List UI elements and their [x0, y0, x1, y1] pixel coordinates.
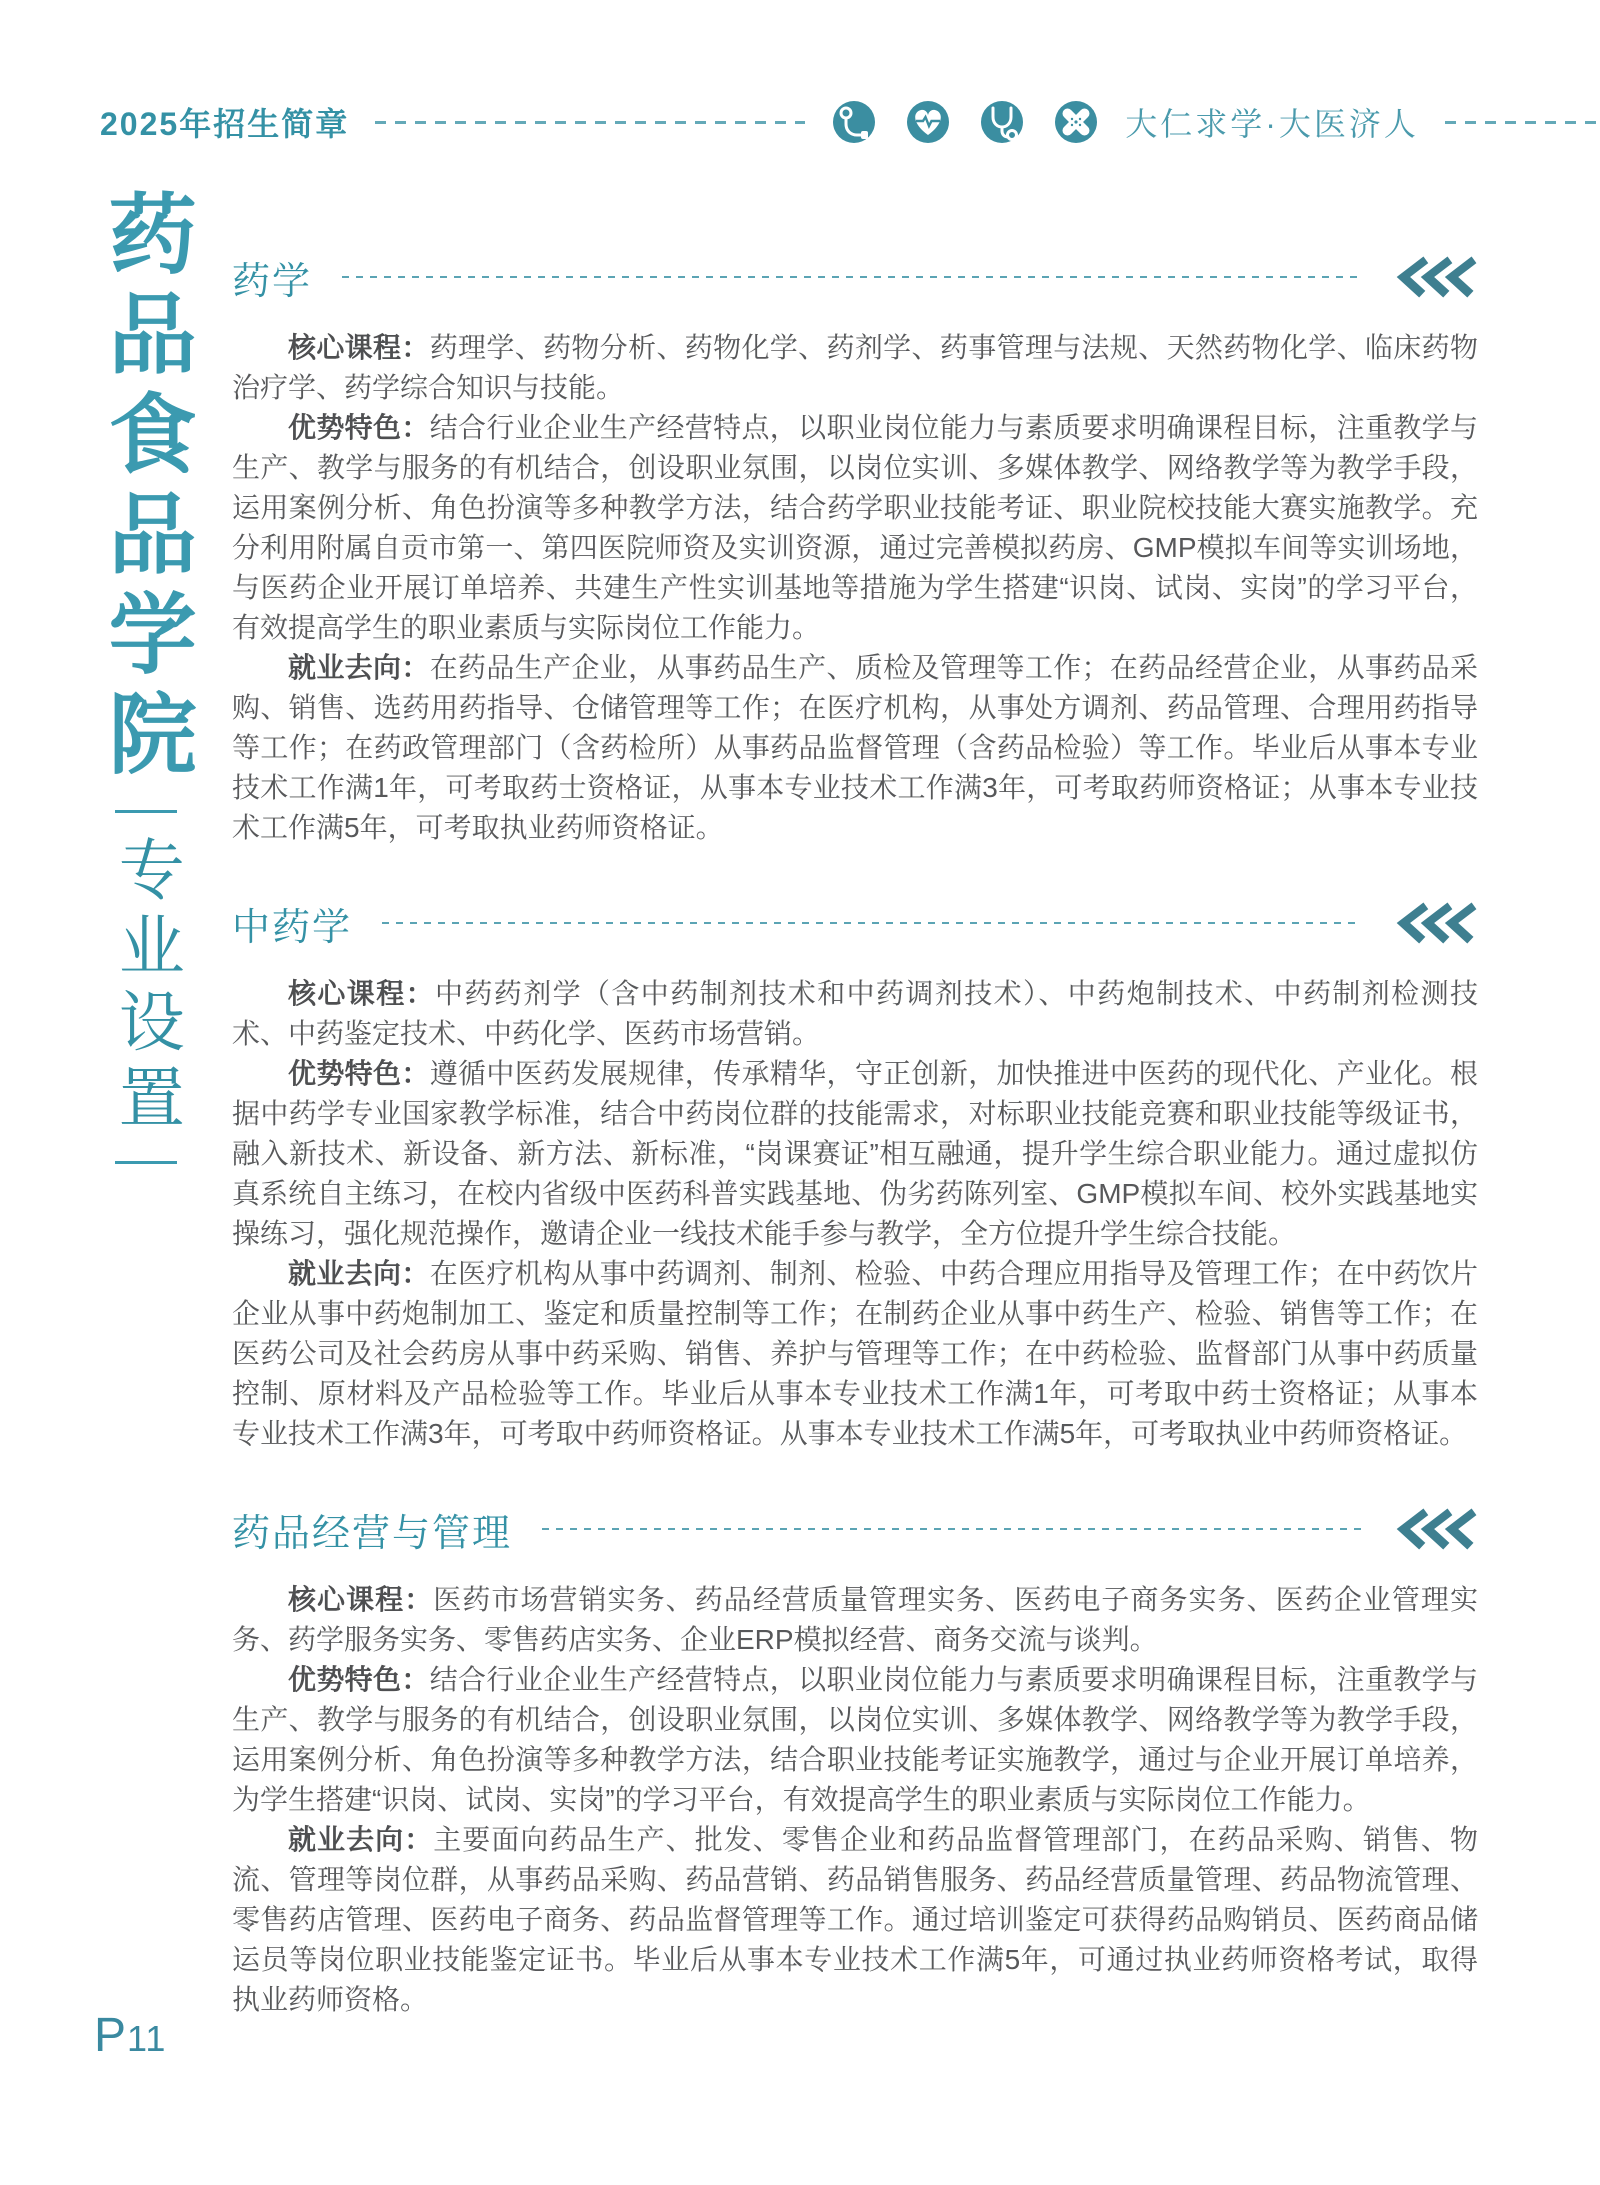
sidebar-subtitle-vertical: 专业设置 [109, 835, 184, 1139]
section-traditional-chinese-medicine [232, 894, 1478, 1454]
paragraph-text: 医药市场营销实务、药品经营质量管理实务、医药电子商务实务、医药企业管理实务、药学服务实务、零售药店实务、企业ERP模拟经营、商务交流与谈判。 [232, 1584, 1478, 1655]
page-number-value: 11 [127, 2018, 167, 2059]
stethoscope-icon [979, 99, 1025, 145]
section-header [232, 1500, 1478, 1558]
paragraph-strengths [232, 1054, 1478, 1254]
header-dash-divider-right [1445, 121, 1600, 124]
paragraph-text: 在医疗机构从事中药调剂、制剂、检验、中药合理应用指导及管理工作；在中药饮片企业从事中药炮制加工、鉴定和质量控制等工作；在制药企业从事中药生产、检验、销售等工作；在医药公司及社会药房从事中药采购、销售、养护与管理等工作；在中药检验、监督部门从事中药质量控制、原材料及产品检验等工作。毕业后从事本专业技术工作满1年，可考取中药士资格证；从事本专业技术工作满3年，可考取中药师资格证。从事本专业技术工作满5年，可考取执业中药师资格证。 [232, 1258, 1478, 1449]
paragraph-strengths [232, 1660, 1478, 1820]
paragraph-label: 核心课程： [288, 332, 430, 363]
paragraph-label: 优势特色： [288, 412, 430, 443]
page-header [100, 96, 1600, 148]
paragraph-text: 中药药剂学（含中药制剂技术和中药调剂技术）、中药炮制技术、中药制剂检测技术、中药鉴定技术、中药化学、医药市场营销。 [232, 978, 1478, 1049]
paragraph-career-paths [232, 1820, 1478, 2020]
paragraph-label: 优势特色： [288, 1664, 430, 1695]
page-number-prefix: P [94, 2009, 128, 2062]
header-title: 2025年招生简章 [100, 106, 350, 142]
otoscope-icon [831, 99, 877, 145]
paragraph-text: 结合行业企业生产经营特点，以职业岗位能力与素质要求明确课程目标，注重教学与生产、教学与服务的有机结合，创设职业氛围，以岗位实训、多媒体教学、网络教学等为教学手段，运用案例分析、角色扮演等多种教学方法，结合药学职业技能考证、职业院校技能大赛实施教学。充分利用附属自贡市第一、第四医院师资及实训资源，通过完善模拟药房、GMP模拟车间等实训场地，与医药企业开展订单培养、共建生产性实训基地等措施为学生搭建“识岗、试岗、实岗”的学习平台，有效提高学生的职业素质与实际岗位工作能力。 [232, 412, 1478, 643]
paragraph-text: 药理学、药物分析、药物化学、药剂学、药事管理与法规、天然药物化学、临床药物治疗学、药学综合知识与技能。 [232, 332, 1478, 403]
paragraph-strengths [232, 408, 1478, 648]
paragraph-core-courses [232, 1580, 1478, 1660]
paragraph-core-courses [232, 974, 1478, 1054]
section-title: 中药学 [232, 906, 353, 949]
paragraph-text: 主要面向药品生产、批发、零售企业和药品监督管理部门，在药品采购、销售、物流、管理等岗位群，从事药品采购、药品营销、药品销售服务、药品经营质量管理、药品物流管理、零售药店管理、医药电子商务、药品监督管理等工作。通过培训鉴定可获得药品购销员、医药商品储运员等岗位职业技能鉴定证书。毕业后从事本专业技术工作满5年，可通过执业药师资格考试，取得执业药师资格。 [232, 1824, 1478, 2015]
section-drug-management [232, 1500, 1478, 2020]
heart-pulse-icon [905, 99, 951, 145]
paragraph-text: 在药品生产企业，从事药品生产、质检及管理等工作；在药品经营企业，从事药品采购、销售、选药用药指导、仓储管理等工作；在医疗机构，从事处方调剂、药品管理、合理用药指导等工作；在药政管理部门（含药检所）从事药品监督管理（含药品检验）等工作。毕业后从事本专业技术工作满1年，可考取药士资格证，从事本专业技术工作满3年，可考取药师资格证；从事本专业技术工作满5年，可考取执业药师资格证。 [232, 652, 1478, 843]
paragraph-label: 核心课程： [288, 1584, 434, 1615]
section-header [232, 248, 1478, 306]
triple-chevron-left-icon [1392, 254, 1478, 300]
paragraph-text: 遵循中医药发展规律，传承精华，守正创新，加快推进中医药的现代化、产业化。根据中药学专业国家教学标准，结合中药岗位群的技能需求，对标职业技能竞赛和职业技能等级证书，融入新技术、新设备、新方法、新标准，“岗课赛证”相互融通，提升学生综合职业能力。通过虚拟仿真系统自主练习，在校内省级中医药科普实践基地、伪劣药陈列室、GMP模拟车间、校外实践基地实操练习，强化规范操作，邀请企业一线技术能手参与教学，全方位提升学生综合技能。 [232, 1058, 1478, 1249]
triple-chevron-left-icon [1392, 1506, 1478, 1552]
section-dash-divider [382, 922, 1362, 924]
paragraph-label: 核心课程： [288, 978, 435, 1009]
paragraph-label: 就业去向： [288, 1258, 430, 1289]
paragraph-label: 优势特色： [288, 1058, 430, 1089]
paragraph-core-courses [232, 328, 1478, 408]
college-name-vertical: 药品食品学院 [94, 188, 199, 788]
section-title: 药品经营与管理 [232, 1512, 513, 1555]
paragraph-career-paths [232, 1254, 1478, 1454]
paragraph-text: 结合行业企业生产经营特点，以职业岗位能力与素质要求明确课程目标，注重教学与生产、教学与服务的有机结合，创设职业氛围，以岗位实训、多媒体教学、网络教学等为教学手段，运用案例分析、角色扮演等多种教学方法，结合职业技能考证实施教学，通过与企业开展订单培养，为学生搭建“识岗、试岗、实岗”的学习平台，有效提高学生的职业素质与实际岗位工作能力。 [232, 1664, 1478, 1815]
section-dash-divider [342, 276, 1362, 278]
section-pharmacy [232, 248, 1478, 848]
header-slogan: 大仁求学·大医济人 [1125, 106, 1419, 142]
section-header [232, 894, 1478, 952]
sidebar [86, 188, 206, 1186]
sidebar-divider-top [115, 810, 177, 813]
triple-chevron-left-icon [1392, 900, 1478, 946]
sidebar-divider-bottom [115, 1161, 177, 1164]
section-dash-divider [542, 1528, 1362, 1530]
main-content [232, 248, 1478, 2020]
paragraph-career-paths [232, 648, 1478, 848]
bandage-icon [1053, 99, 1099, 145]
page-number [94, 2008, 166, 2063]
header-dash-divider-left [375, 121, 805, 124]
header-icon-row [831, 99, 1099, 145]
section-title: 药学 [232, 260, 313, 303]
paragraph-label: 就业去向： [288, 1824, 434, 1855]
paragraph-label: 就业去向： [288, 652, 430, 683]
